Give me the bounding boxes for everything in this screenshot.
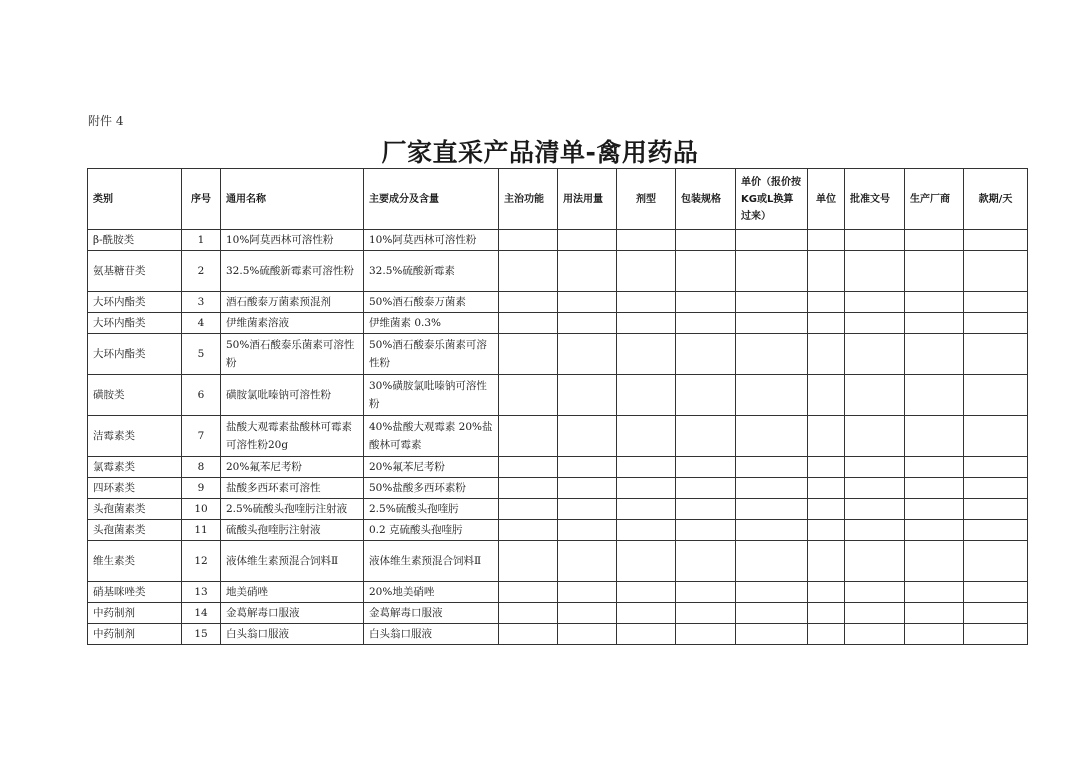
empty-cell[interactable]: [499, 334, 558, 375]
index-cell: 6: [182, 375, 221, 416]
empty-cell[interactable]: [617, 582, 676, 603]
empty-cell[interactable]: [736, 416, 808, 457]
index-cell: 14: [182, 603, 221, 624]
empty-cell[interactable]: [736, 624, 808, 645]
ingredient-cell: 白头翁口服液: [364, 624, 499, 645]
generic-name-cell: 金葛解毒口服液: [221, 603, 364, 624]
category-cell: 中药制剂: [88, 603, 182, 624]
category-cell: 大环内酯类: [88, 313, 182, 334]
empty-cell[interactable]: [905, 478, 964, 499]
empty-cell[interactable]: [617, 313, 676, 334]
category-cell: 中药制剂: [88, 624, 182, 645]
table-row: [88, 603, 1028, 624]
empty-cell[interactable]: [617, 375, 676, 416]
table-header-row: [88, 169, 1028, 230]
empty-cell[interactable]: [736, 334, 808, 375]
empty-cell[interactable]: [499, 582, 558, 603]
category-cell: 氯霉素类: [88, 457, 182, 478]
table-row: [88, 334, 1028, 375]
empty-cell[interactable]: [617, 499, 676, 520]
empty-cell[interactable]: [676, 375, 736, 416]
empty-cell[interactable]: [808, 292, 845, 313]
empty-cell[interactable]: [736, 478, 808, 499]
table-row: [88, 292, 1028, 313]
index-cell: 12: [182, 541, 221, 582]
empty-cell[interactable]: [676, 230, 736, 251]
column-header: 包装规格: [676, 169, 736, 230]
empty-cell[interactable]: [736, 582, 808, 603]
ingredient-cell: 0.2 克硫酸头孢喹肟: [364, 520, 499, 541]
generic-name-cell: 液体维生素预混合饲料Ⅱ: [221, 541, 364, 582]
column-header: 通用名称: [221, 169, 364, 230]
empty-cell[interactable]: [558, 292, 617, 313]
empty-cell[interactable]: [558, 499, 617, 520]
empty-cell[interactable]: [905, 416, 964, 457]
table-row: [88, 251, 1028, 292]
empty-cell[interactable]: [964, 292, 1028, 313]
generic-name-cell: 10%阿莫西林可溶性粉: [221, 230, 364, 251]
empty-cell[interactable]: [499, 541, 558, 582]
empty-cell[interactable]: [964, 375, 1028, 416]
empty-cell[interactable]: [617, 624, 676, 645]
empty-cell[interactable]: [736, 520, 808, 541]
empty-cell[interactable]: [808, 334, 845, 375]
category-cell: 大环内酯类: [88, 292, 182, 313]
index-cell: 13: [182, 582, 221, 603]
empty-cell[interactable]: [676, 582, 736, 603]
index-cell: 1: [182, 230, 221, 251]
ingredient-cell: 32.5%硫酸新霉素: [364, 251, 499, 292]
empty-cell[interactable]: [736, 375, 808, 416]
empty-cell[interactable]: [964, 416, 1028, 457]
table-row: [88, 313, 1028, 334]
empty-cell[interactable]: [676, 478, 736, 499]
column-header: 类别: [88, 169, 182, 230]
empty-cell[interactable]: [964, 520, 1028, 541]
empty-cell[interactable]: [617, 334, 676, 375]
empty-cell[interactable]: [617, 520, 676, 541]
generic-name-cell: 伊维菌素溶液: [221, 313, 364, 334]
generic-name-cell: 地美硝唑: [221, 582, 364, 603]
empty-cell[interactable]: [736, 499, 808, 520]
category-cell: 氨基糖苷类: [88, 251, 182, 292]
category-cell: β-酰胺类: [88, 230, 182, 251]
empty-cell[interactable]: [905, 582, 964, 603]
ingredient-cell: 50%酒石酸泰乐菌素可溶性粉: [364, 334, 499, 375]
table-row: [88, 499, 1028, 520]
index-cell: 5: [182, 334, 221, 375]
column-header: 批准文号: [845, 169, 905, 230]
table-row: [88, 582, 1028, 603]
empty-cell[interactable]: [964, 541, 1028, 582]
empty-cell[interactable]: [499, 520, 558, 541]
index-cell: 8: [182, 457, 221, 478]
column-header: 生产厂商: [905, 169, 964, 230]
generic-name-cell: 32.5%硫酸新霉素可溶性粉: [221, 251, 364, 292]
ingredient-cell: 20%地美硝唑: [364, 582, 499, 603]
empty-cell[interactable]: [736, 230, 808, 251]
empty-cell[interactable]: [736, 541, 808, 582]
empty-cell[interactable]: [964, 313, 1028, 334]
empty-cell[interactable]: [499, 375, 558, 416]
empty-cell[interactable]: [905, 603, 964, 624]
document-title: 厂家直采产品清单-禽用药品: [381, 138, 699, 167]
empty-cell[interactable]: [617, 292, 676, 313]
column-header: 序号: [182, 169, 221, 230]
empty-cell[interactable]: [558, 313, 617, 334]
empty-cell[interactable]: [808, 251, 845, 292]
index-cell: 9: [182, 478, 221, 499]
table-row: [88, 478, 1028, 499]
empty-cell[interactable]: [676, 313, 736, 334]
table-row: [88, 457, 1028, 478]
ingredient-cell: 液体维生素预混合饲料Ⅱ: [364, 541, 499, 582]
index-cell: 3: [182, 292, 221, 313]
empty-cell[interactable]: [617, 457, 676, 478]
empty-cell[interactable]: [964, 624, 1028, 645]
empty-cell[interactable]: [905, 292, 964, 313]
table-row: [88, 375, 1028, 416]
empty-cell[interactable]: [808, 313, 845, 334]
empty-cell[interactable]: [736, 457, 808, 478]
empty-cell[interactable]: [845, 582, 905, 603]
empty-cell[interactable]: [499, 603, 558, 624]
empty-cell[interactable]: [676, 251, 736, 292]
empty-cell[interactable]: [808, 499, 845, 520]
index-cell: 2: [182, 251, 221, 292]
empty-cell[interactable]: [558, 457, 617, 478]
empty-cell[interactable]: [905, 251, 964, 292]
empty-cell[interactable]: [499, 624, 558, 645]
empty-cell[interactable]: [808, 582, 845, 603]
empty-cell[interactable]: [845, 313, 905, 334]
ingredient-cell: 金葛解毒口服液: [364, 603, 499, 624]
ingredient-cell: 伊维菌素 0.3%: [364, 313, 499, 334]
empty-cell[interactable]: [845, 230, 905, 251]
category-cell: 维生素类: [88, 541, 182, 582]
empty-cell[interactable]: [676, 334, 736, 375]
empty-cell[interactable]: [808, 541, 845, 582]
table-row: [88, 230, 1028, 251]
empty-cell[interactable]: [676, 603, 736, 624]
category-cell: 洁霉素类: [88, 416, 182, 457]
empty-cell[interactable]: [558, 251, 617, 292]
generic-name-cell: 硫酸头孢喹肟注射液: [221, 520, 364, 541]
empty-cell[interactable]: [736, 251, 808, 292]
ingredient-cell: 40%盐酸大观霉素 20%盐酸林可霉素: [364, 416, 499, 457]
empty-cell[interactable]: [617, 251, 676, 292]
column-header: 剂型: [617, 169, 676, 230]
empty-cell[interactable]: [499, 457, 558, 478]
column-header: 款期/天: [964, 169, 1028, 230]
column-header: 单价（报价按KG或L换算过来）: [736, 169, 808, 230]
category-cell: 头孢菌素类: [88, 520, 182, 541]
empty-cell[interactable]: [736, 603, 808, 624]
empty-cell[interactable]: [617, 603, 676, 624]
ingredient-cell: 50%酒石酸泰万菌素: [364, 292, 499, 313]
empty-cell[interactable]: [617, 230, 676, 251]
category-cell: 大环内酯类: [88, 334, 182, 375]
empty-cell[interactable]: [558, 603, 617, 624]
attachment-label: 附件 4: [88, 114, 124, 128]
empty-cell[interactable]: [617, 416, 676, 457]
empty-cell[interactable]: [845, 375, 905, 416]
empty-cell[interactable]: [845, 478, 905, 499]
ingredient-cell: 20%氟苯尼考粉: [364, 457, 499, 478]
empty-cell[interactable]: [808, 478, 845, 499]
empty-cell[interactable]: [845, 624, 905, 645]
empty-cell[interactable]: [499, 251, 558, 292]
ingredient-cell: 50%盐酸多西环素粉: [364, 478, 499, 499]
category-cell: 磺胺类: [88, 375, 182, 416]
empty-cell[interactable]: [676, 416, 736, 457]
empty-cell[interactable]: [499, 499, 558, 520]
empty-cell[interactable]: [558, 478, 617, 499]
empty-cell[interactable]: [964, 334, 1028, 375]
ingredient-cell: 2.5%硫酸头孢喹肟: [364, 499, 499, 520]
category-cell: 头孢菌素类: [88, 499, 182, 520]
column-header: 主要成分及含量: [364, 169, 499, 230]
column-header: 单位: [808, 169, 845, 230]
empty-cell[interactable]: [558, 416, 617, 457]
column-header: 主治功能: [499, 169, 558, 230]
empty-cell[interactable]: [905, 457, 964, 478]
empty-cell[interactable]: [676, 624, 736, 645]
empty-cell[interactable]: [808, 624, 845, 645]
generic-name-cell: 盐酸多西环素可溶性: [221, 478, 364, 499]
category-cell: 硝基咪唑类: [88, 582, 182, 603]
empty-cell[interactable]: [964, 251, 1028, 292]
empty-cell[interactable]: [558, 541, 617, 582]
empty-cell[interactable]: [905, 499, 964, 520]
ingredient-cell: 10%阿莫西林可溶性粉: [364, 230, 499, 251]
empty-cell[interactable]: [845, 541, 905, 582]
empty-cell[interactable]: [676, 520, 736, 541]
empty-cell[interactable]: [845, 603, 905, 624]
empty-cell[interactable]: [964, 603, 1028, 624]
empty-cell[interactable]: [499, 313, 558, 334]
empty-cell[interactable]: [964, 230, 1028, 251]
table-row: [88, 416, 1028, 457]
empty-cell[interactable]: [676, 292, 736, 313]
generic-name-cell: 磺胺氯吡嗪钠可溶性粉: [221, 375, 364, 416]
empty-cell[interactable]: [905, 520, 964, 541]
empty-cell[interactable]: [905, 375, 964, 416]
empty-cell[interactable]: [845, 457, 905, 478]
index-cell: 10: [182, 499, 221, 520]
empty-cell[interactable]: [845, 520, 905, 541]
empty-cell[interactable]: [845, 416, 905, 457]
empty-cell[interactable]: [905, 334, 964, 375]
empty-cell[interactable]: [736, 313, 808, 334]
empty-cell[interactable]: [905, 313, 964, 334]
column-header: 用法用量: [558, 169, 617, 230]
empty-cell[interactable]: [905, 624, 964, 645]
empty-cell[interactable]: [964, 478, 1028, 499]
category-cell: 四环素类: [88, 478, 182, 499]
empty-cell[interactable]: [676, 499, 736, 520]
empty-cell[interactable]: [558, 520, 617, 541]
generic-name-cell: 20%氟苯尼考粉: [221, 457, 364, 478]
empty-cell[interactable]: [676, 457, 736, 478]
generic-name-cell: 2.5%硫酸头孢喹肟注射液: [221, 499, 364, 520]
ingredient-cell: 30%磺胺氯吡嗪钠可溶性粉: [364, 375, 499, 416]
empty-cell[interactable]: [845, 292, 905, 313]
generic-name-cell: 白头翁口服液: [221, 624, 364, 645]
generic-name-cell: 50%酒石酸泰乐菌素可溶性粉: [221, 334, 364, 375]
empty-cell[interactable]: [558, 230, 617, 251]
empty-cell[interactable]: [808, 375, 845, 416]
empty-cell[interactable]: [845, 334, 905, 375]
empty-cell[interactable]: [676, 541, 736, 582]
table-row: [88, 520, 1028, 541]
empty-cell[interactable]: [808, 603, 845, 624]
empty-cell[interactable]: [964, 499, 1028, 520]
index-cell: 7: [182, 416, 221, 457]
empty-cell[interactable]: [964, 457, 1028, 478]
empty-cell[interactable]: [499, 292, 558, 313]
empty-cell[interactable]: [499, 416, 558, 457]
empty-cell[interactable]: [845, 251, 905, 292]
empty-cell[interactable]: [905, 541, 964, 582]
empty-cell[interactable]: [499, 478, 558, 499]
empty-cell[interactable]: [808, 416, 845, 457]
empty-cell[interactable]: [617, 478, 676, 499]
empty-cell[interactable]: [905, 230, 964, 251]
empty-cell[interactable]: [558, 375, 617, 416]
table-body: [88, 230, 1028, 645]
index-cell: 4: [182, 313, 221, 334]
empty-cell[interactable]: [845, 499, 905, 520]
empty-cell[interactable]: [736, 292, 808, 313]
empty-cell[interactable]: [558, 582, 617, 603]
generic-name-cell: 盐酸大观霉素盐酸林可霉素可溶性粉20g: [221, 416, 364, 457]
product-list-table: [87, 168, 1028, 645]
empty-cell[interactable]: [558, 624, 617, 645]
generic-name-cell: 酒石酸泰万菌素预混剂: [221, 292, 364, 313]
table-row: [88, 624, 1028, 645]
empty-cell[interactable]: [964, 582, 1028, 603]
table-row: [88, 541, 1028, 582]
empty-cell[interactable]: [808, 457, 845, 478]
empty-cell[interactable]: [617, 541, 676, 582]
index-cell: 11: [182, 520, 221, 541]
empty-cell[interactable]: [558, 334, 617, 375]
empty-cell[interactable]: [808, 520, 845, 541]
index-cell: 15: [182, 624, 221, 645]
empty-cell[interactable]: [499, 230, 558, 251]
empty-cell[interactable]: [808, 230, 845, 251]
